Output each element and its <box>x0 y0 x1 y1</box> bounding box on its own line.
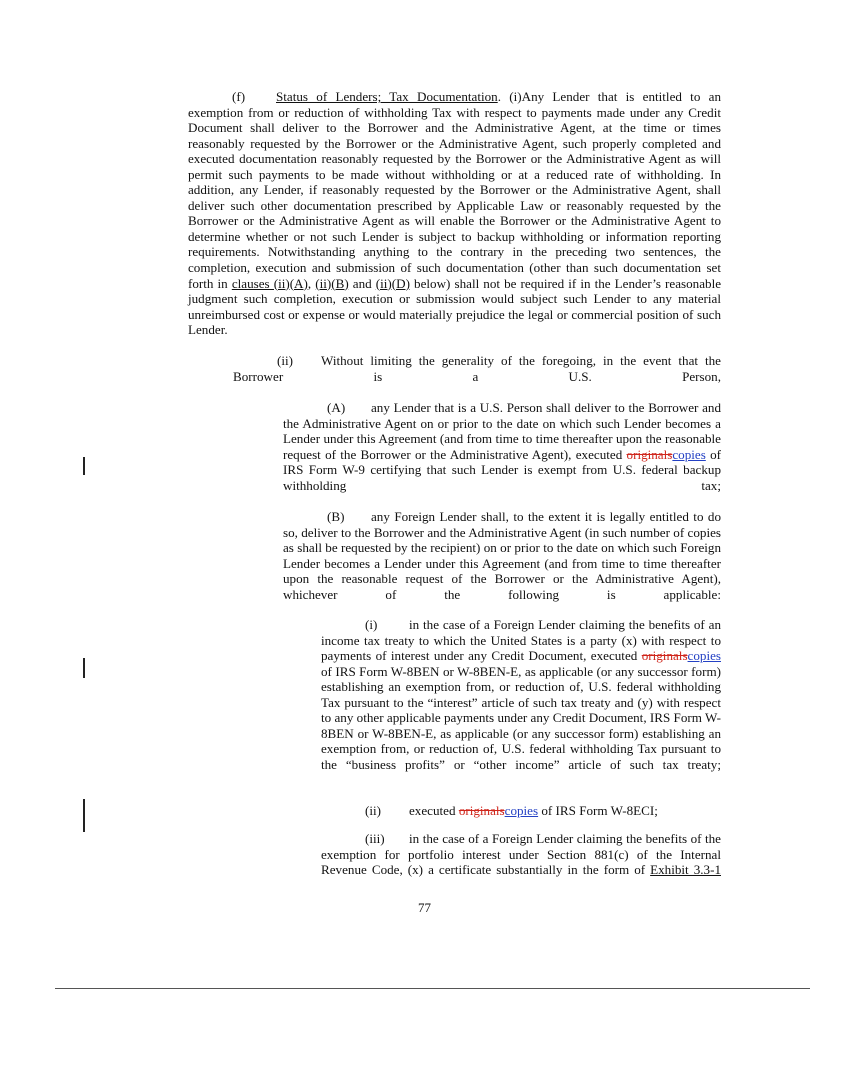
paragraph-b-label: (B) <box>327 509 345 524</box>
paragraph-f-text-2: below) shall not be required if in the Lender’s reasonable judgment such completion, execution or submission would subject such Lender to any material unreimbursed cost or expense or would materially prejudice the legal or commercial position of such Lender. <box>188 275 722 338</box>
paragraph-a <box>283 400 721 509</box>
paragraph-f-text-1: . (i)Any Lender that is entitled to an exemption from or reduction of withholding Tax with respect to payments made under any Credit Document shall deliver to the Borrower and the Administrative Agent, at the time or times reasonably requested by the Borrower or the Administrative Agent, such properly completed and executed documentation reasonably requested by the Borrower or the Administrative Agent as will permit such payments to be made without withholding or at a reduced rate of withholding. In addition, any Lender, if reasonably requested by the Borrower or the Administrative Agent, shall deliver such other documentation prescribed by Applicable Law or reasonably requested by the Borrower or the Administrative Agent as will enable the Borrower or the Administrative Agent to determine whether or not such Lender is subject to backup withholding or information reporting requirements. Notwithstanding anything to the contrary in the preceding two sentences, the completion, execution and submission of such documentation (other than such documentation set forth in <box>188 89 721 291</box>
inserted-text: copies <box>504 803 539 818</box>
paragraph-ii <box>233 353 721 400</box>
change-bar <box>83 457 85 475</box>
paragraph-b-iii-label: (iii) <box>365 831 385 846</box>
paragraph-b-iii <box>321 831 721 893</box>
exhibit-reference[interactable]: Exhibit 3.3-1 <box>650 862 721 878</box>
change-bar <box>83 799 85 832</box>
paragraph-b-i-label: (i) <box>365 617 378 632</box>
page-number: 77 <box>418 900 431 915</box>
change-bar <box>83 658 85 678</box>
clause-reference-ii-b[interactable]: (ii)(B) <box>315 275 349 291</box>
paragraph-b-ii-label: (ii) <box>365 803 381 818</box>
paragraph-b-i <box>321 617 721 788</box>
deleted-text: originals <box>626 446 673 462</box>
paragraph-ii-label: (ii) <box>277 353 293 368</box>
paragraph-a-label: (A) <box>327 400 346 415</box>
paragraph-f-separator-1: , <box>307 275 316 291</box>
inserted-text: copies <box>672 446 706 462</box>
deleted-text: originals <box>458 803 505 818</box>
inserted-text: copies <box>687 648 721 664</box>
paragraph-b-ii <box>321 803 721 834</box>
clause-reference-ii-a[interactable]: clauses (ii)(A) <box>231 275 308 291</box>
section-heading: Status of Lenders; Tax Documentation <box>276 89 498 104</box>
paragraph-f-label: (f) <box>232 89 246 104</box>
paragraph-b-i-text-2: of IRS Form W-8BEN or W-8BEN-E, as applicable (or any successor form) establishing an exemption from, or reduction of, U.S. federal withholding Tax pursuant to the “interest” article of such tax treaty and (y) with respect to any other applicable payments under any Credit Document, IRS Form W-8BEN or W-8BEN-E, as applicable (or any successor form) establishing an exemption from, or reduction of, U.S. federal withholding Tax pursuant to the “business profits” or “other income” article of such tax treaty; <box>321 663 721 772</box>
paragraph-b-ii-text-1: executed <box>409 803 459 818</box>
paragraph-b <box>283 509 721 618</box>
clause-reference-ii-d[interactable]: (ii)(D) <box>375 275 410 291</box>
paragraph-b-text: any Foreign Lender shall, to the extent it is legally entitled to do so, deliver to the Borrower and the Administrative Agent (in such number of copies as shall be requested by the recipient) on or prior to the date on which such Foreign Lender becomes a Lender under this Agreement (and from time to time thereafter upon the reasonable request of the Borrower or the Administrative Agent), whichever of the following is applicable: <box>283 509 721 602</box>
paragraph-b-i-text-1: in the case of a Foreign Lender claiming the benefits of an income tax treaty to which the United States is a party (x) with respect to payments of interest under any Credit Document, executed <box>321 617 721 664</box>
deleted-text: originals <box>641 648 688 664</box>
paragraph-f <box>188 89 721 353</box>
paragraph-f-separator-2: and <box>348 275 376 291</box>
paragraph-a-text-1: any Lender that is a U.S. Person shall deliver to the Borrower and the Administrative Agent on or prior to the date on which such Lender becomes a Lender under this Agreement (and from time to time thereafter upon the reasonable request of the Borrower or the Administrative Agent), executed <box>283 400 721 462</box>
paragraph-a-text-2: of IRS Form W-9 certifying that such Lender is exempt from U.S. federal backup withholding tax; <box>283 446 721 493</box>
page-divider <box>55 988 810 989</box>
paragraph-ii-text: Without limiting the generality of the foregoing, in the event that the Borrower is a U.S. Person, <box>233 353 721 384</box>
paragraph-b-iii-text-1: in the case of a Foreign Lender claiming the benefits of the exemption for portfolio interest under Section 881(c) of the Internal Revenue Code, (x) a certificate substantially in the form of <box>321 831 721 878</box>
paragraph-b-ii-text-2: of IRS Form W-8ECI; <box>538 803 658 818</box>
